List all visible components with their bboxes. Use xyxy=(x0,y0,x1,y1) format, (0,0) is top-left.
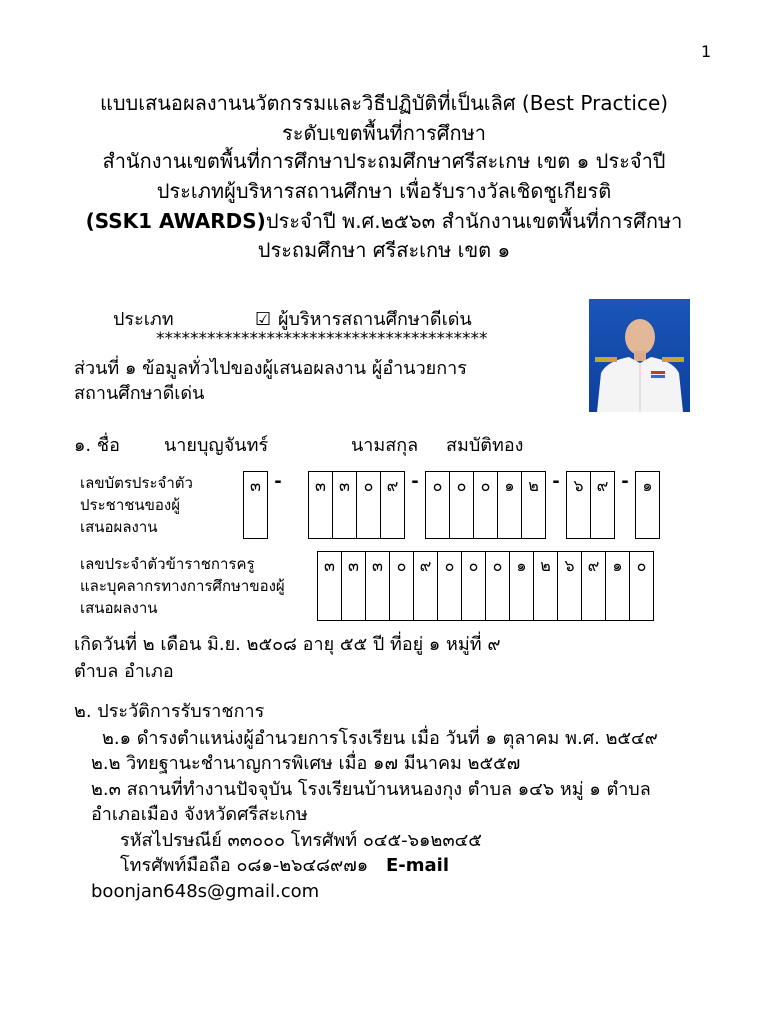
title-line-4: ประเภทผู้บริหารสถานศึกษา เพื่อรับรางวัลเชิดชูเกียรติ xyxy=(156,179,612,203)
id-digit-box: ๒ xyxy=(521,471,546,539)
email-label: E-mail xyxy=(386,855,450,876)
mobile-line: โทรศัพท์มือถือ ๐๘๑-๒๖๔๘๙๗๑ xyxy=(120,855,369,876)
id-digit-box: ๙ xyxy=(380,471,405,539)
awards-name: (SSK1 AWARDS) xyxy=(85,209,266,233)
teacher-id-digit-box: ๑ xyxy=(509,551,534,621)
surname-label: นามสกุล xyxy=(351,435,419,456)
id-digit-box: ๓ xyxy=(332,471,357,539)
checkbox-checked-icon[interactable]: ☑ xyxy=(255,309,272,330)
teacher-id-digit-box: ๑ xyxy=(605,551,630,621)
teacher-id-digit-box: ๐ xyxy=(389,551,414,621)
teacher-id-digit-box: ๓ xyxy=(317,551,342,621)
teacher-id-digit-box: ๙ xyxy=(413,551,438,621)
teacher-id-digit-box: ๙ xyxy=(581,551,606,621)
id-label-line-3: เสนอผลงาน xyxy=(80,518,158,536)
email-address[interactable]: boonjan648s@gmail.com xyxy=(91,881,320,902)
id-digit-box: ๐ xyxy=(473,471,498,539)
surname: สมบัติทอง xyxy=(446,435,524,456)
teacher-id-digit-box: ๓ xyxy=(341,551,366,621)
section-1-header: ส่วนที่ ๑ ข้อมูลทั่วไปของผู้เสนอผลงาน ผู้อำนวยการ xyxy=(74,358,467,379)
id-separator: - xyxy=(274,471,282,492)
id-digit-box: ๓ xyxy=(308,471,333,539)
id-digit-box: ๓ xyxy=(243,471,268,539)
career-item-2-1: ๒.๑ ดำรงตำแหน่งผู้อำนวยการโรงเรียน เมื่อ วันที่ ๑ ตุลาคม พ.ศ. ๒๕๔๙ xyxy=(102,728,658,749)
birth-info-line-2: ตำบล อำเภอ xyxy=(74,661,174,682)
id-label-line-1: เลขบัตรประจำตัว xyxy=(80,474,193,492)
teacher-id-label-line-1: เลขประจำตัวข้าราชการครู xyxy=(80,555,255,573)
teacher-id-label-line-3: เสนอผลงาน xyxy=(80,599,158,617)
career-item-2-3: ๒.๓ สถานที่ทำงานปัจจุบัน โรงเรียนบ้านหนองกุง ตำบล ๑๔๖ หมู่ ๑ ตำบล xyxy=(91,779,651,800)
category-label: ประเภท xyxy=(113,309,174,330)
name-label: ๑. ชื่อ xyxy=(74,435,120,456)
career-item-2-3-cont: อำเภอเมือง จังหวัดศรีสะเกษ xyxy=(91,804,308,825)
id-digit-box: ๐ xyxy=(449,471,474,539)
id-separator: - xyxy=(552,471,560,492)
title-line-3: สำนักงานเขตพื้นที่การศึกษาประถมศึกษาศรีสะเกษ เขต ๑ ประจำปี xyxy=(102,149,666,173)
id-separator: - xyxy=(411,471,419,492)
teacher-id-digit-box: ๒ xyxy=(533,551,558,621)
teacher-id-digit-box: ๐ xyxy=(437,551,462,621)
id-digit-box: ๑ xyxy=(497,471,522,539)
title-line-5-rest: ประจำปี พ.ศ.๒๕๖๓ สำนักงานเขตพื้นที่การศึกษา xyxy=(265,209,683,233)
career-header: ๒. ประวัติการรับราชการ xyxy=(74,701,265,722)
star-divider: *************************************** xyxy=(156,329,488,349)
page-number: 1 xyxy=(701,42,712,61)
teacher-id-digit-box: ๐ xyxy=(485,551,510,621)
teacher-id-digit-box: ๐ xyxy=(629,551,654,621)
birth-info-line-1: เกิดวันที่ ๒ เดือน มิ.ย. ๒๕๐๘ อายุ ๕๕ ปี ที่อยู่ ๑ หมู่ที่ ๙ xyxy=(74,634,501,655)
title-line-2: ระดับเขตพื้นที่การศึกษา xyxy=(281,121,486,145)
id-digit-box: ๐ xyxy=(356,471,381,539)
title-line-6: ประถมศึกษา ศรีสะเกษ เขต ๑ xyxy=(257,238,511,262)
id-digit-box: ๐ xyxy=(425,471,450,539)
teacher-id-label-line-2: และบุคลากรทางการศึกษาของผู้ xyxy=(80,577,285,595)
teacher-id-digit-box: ๐ xyxy=(461,551,486,621)
title-line-1: แบบเสนอผลงานนวัตกรรมและวิธีปฏิบัติที่เป็นเลิศ (Best Practice) xyxy=(99,91,669,115)
id-digit-box: ๙ xyxy=(590,471,615,539)
title-line-5 xyxy=(0,206,768,236)
teacher-id-boxes xyxy=(317,551,654,621)
id-separator: - xyxy=(621,471,629,492)
category-option: ผู้บริหารสถานศึกษาดีเด่น xyxy=(278,309,472,330)
profile-photo xyxy=(589,299,690,412)
national-id-boxes xyxy=(243,471,660,539)
id-digit-box: ๖ xyxy=(566,471,591,539)
first-name: นายบุญจันทร์ xyxy=(164,435,269,456)
teacher-id-digit-box: ๓ xyxy=(365,551,390,621)
id-label-line-2: ประชาชนของผู้ xyxy=(80,496,181,514)
postal-phone-line: รหัสไปรษณีย์ ๓๓๐๐๐ โทรศัพท์ ๐๔๕-๖๑๒๓๔๕ xyxy=(120,830,482,851)
id-digit-box: ๑ xyxy=(635,471,660,539)
section-1-header-cont: สถานศึกษาดีเด่น xyxy=(74,383,205,404)
teacher-id-digit-box: ๖ xyxy=(557,551,582,621)
career-item-2-2: ๒.๒ วิทยฐานะชำนาญการพิเศษ เมื่อ ๑๗ มีนาคม ๒๕๕๗ xyxy=(91,753,521,774)
portrait-image xyxy=(589,299,690,412)
